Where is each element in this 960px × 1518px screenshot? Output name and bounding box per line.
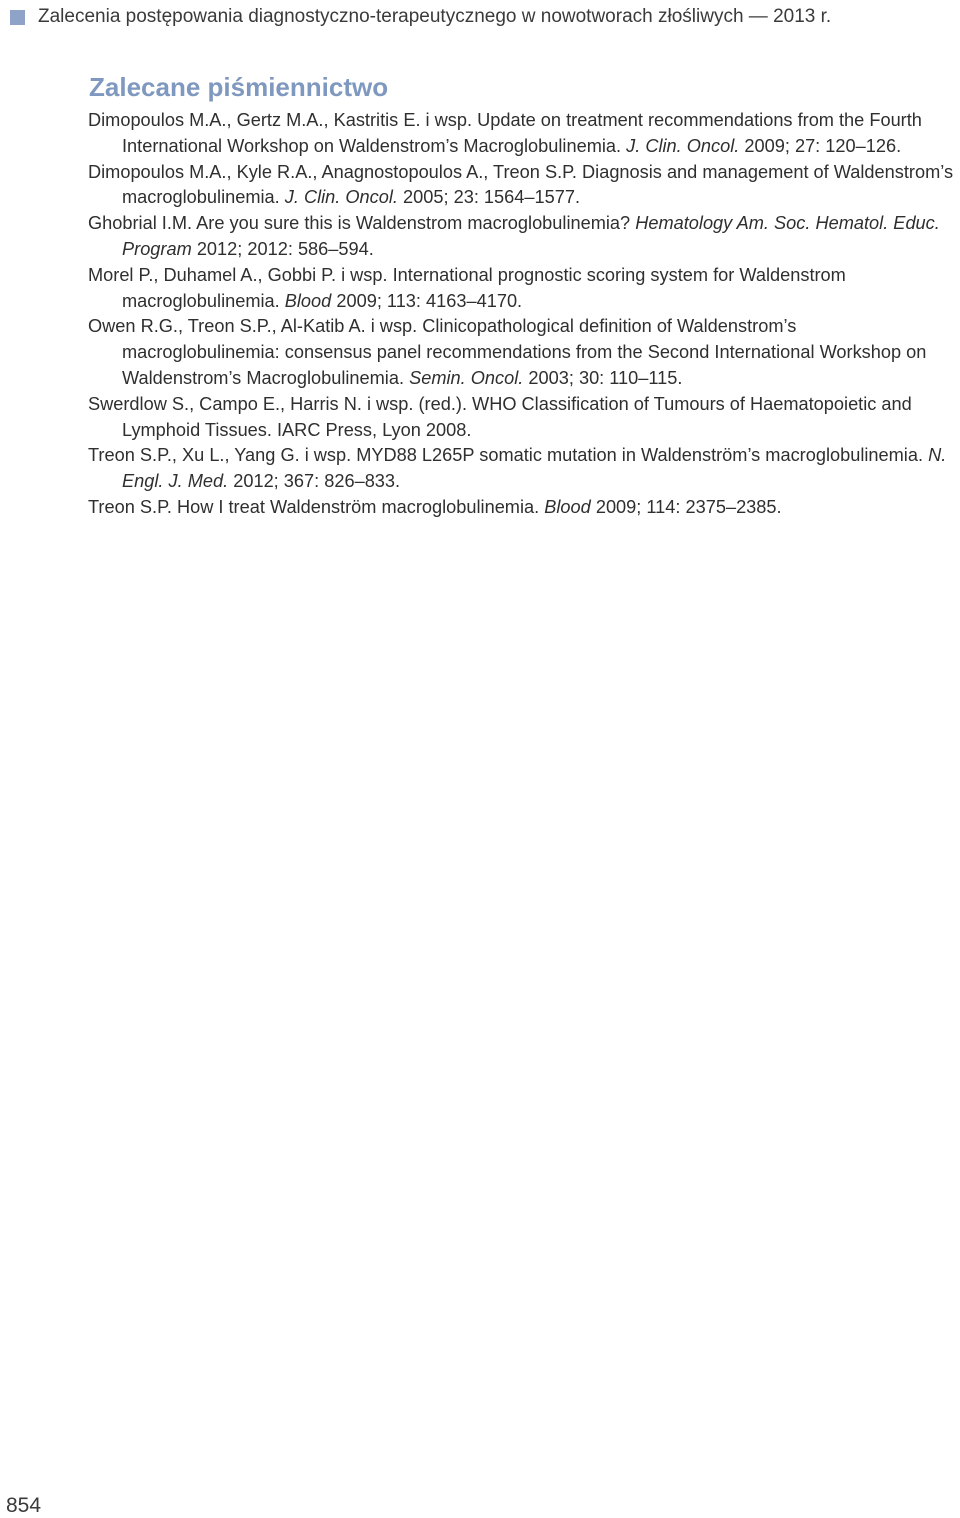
reference-item (88, 263, 958, 315)
reference-authors: Dimopoulos M.A., Gertz M.A., Kastritis E. i wsp. Update on treatment recommendations from the Fourth International Workshop on Waldenstrom’s Macroglobulinemia. (88, 110, 922, 156)
reference-journal: N. Engl. J. Med. (122, 445, 947, 492)
reference-authors: Swerdlow S., Campo E., Harris N. i wsp. (red.). WHO Classification of Tumours of Haematopoietic and Lymphoid Tissues. IARC Press, Lyon 2008. (88, 393, 912, 440)
reference-journal: J. Clin. Oncol. (626, 135, 740, 156)
section-title: Zalecane piśmiennictwo (89, 72, 389, 102)
reference-item (88, 392, 958, 444)
reference-journal: Blood (284, 290, 332, 311)
reference-item (88, 211, 958, 263)
reference-details: 2012; 367: 826–833. (233, 471, 401, 492)
reference-details: 2009; 27: 120–126. (744, 135, 902, 156)
reference-journal: Blood (544, 496, 591, 517)
reference-list (88, 108, 958, 521)
reference-item (88, 495, 958, 521)
reference-authors: Ghobrial I.M. Are you sure this is Waldenstrom macroglobulinemia? (88, 213, 631, 234)
reference-authors: Dimopoulos M.A., Kyle R.A., Anagnostopoulos A., Treon S.P. Diagnosis and management of Waldenstrom’s macroglobulinemia. (88, 161, 954, 208)
header-title: Zalecenia postępowania diagnostyczno-terapeutycznego w nowotworach złośliwych — 2013 r. (38, 6, 832, 27)
reference-journal: J. Clin. Oncol. (284, 187, 398, 208)
reference-details: 2003; 30: 110–115. (528, 367, 683, 388)
reference-item (88, 443, 958, 495)
reference-details: 2009; 114: 2375–2385. (595, 496, 782, 517)
reference-journal: Hematology Am. Soc. Hematol. Educ. Program (122, 213, 940, 259)
header-square-marker (10, 10, 25, 25)
reference-authors: Morel P., Duhamel A., Gobbi P. i wsp. International prognostic scoring system for Waldenstrom macroglobulinemia. (88, 264, 846, 311)
reference-item (88, 314, 958, 391)
reference-authors: Owen R.G., Treon S.P., Al-Katib A. i wsp. Clinicopathological definition of Waldenstrom’s macroglobulinemia: consensus panel recommendations from the Second International Workshop on Waldenstrom’s Macroglobulinemia. (88, 316, 927, 388)
reference-item (88, 108, 958, 160)
reference-authors: Treon S.P. How I treat Waldenström macroglobulinemia. (88, 496, 540, 517)
reference-details: 2005; 23: 1564–1577. (403, 187, 581, 208)
reference-item (88, 160, 958, 212)
reference-authors: Treon S.P., Xu L., Yang G. i wsp. MYD88 L265P somatic mutation in Waldenström’s macroglobulinemia. (88, 445, 924, 466)
reference-journal: Semin. Oncol. (409, 367, 524, 388)
running-header (10, 6, 831, 28)
page-number: 854 (6, 1494, 42, 1517)
reference-details: 2009; 113: 4163–4170. (336, 290, 523, 311)
reference-details: 2012; 2012: 586–594. (196, 238, 374, 259)
